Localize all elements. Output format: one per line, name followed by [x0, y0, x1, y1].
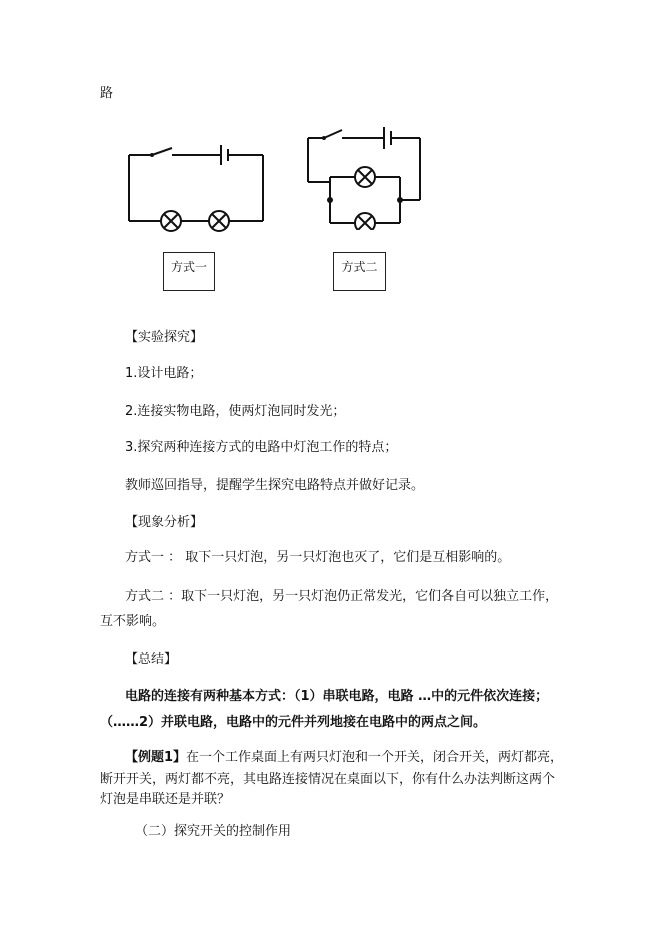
diagram-label-one — [163, 252, 215, 291]
page-fragment-text: 路 — [100, 86, 114, 101]
mode-two-text-line-2: 互不影响。 — [100, 614, 166, 629]
mode-two-text-line-1: 方式二 ：取下一只灯泡，另一只灯泡仍正常发光，它们各自可以独立工作， — [125, 589, 559, 604]
diagram-label-two-text: 方式二 — [341, 260, 378, 274]
diagram-label-two — [333, 252, 386, 291]
step-3-text: 3.探究两种连接方式的电路中灯泡工作的特点； — [125, 440, 398, 455]
example-label: 【例题1】 — [125, 750, 187, 765]
summary-line-1: 电路的连接有两种基本方式：（1）串联电路，电路 …中的元件依次连接； — [125, 689, 549, 704]
teacher-note-text: 教师巡回指导，提醒学生探究电路特点并做好记录。 — [125, 478, 425, 493]
series-circuit-diagram — [122, 140, 272, 240]
example-line-1 — [125, 748, 563, 768]
experiment-heading: 【实验探究】 — [125, 330, 204, 345]
step-2-text: 2.连接实物电路，使两灯泡同时发光； — [125, 404, 346, 419]
example-line-2: 断开开关，两灯都不亮，其电路连接情况在桌面以下，你有什么办法判断这两个 — [100, 772, 556, 787]
summary-heading: 【总结】 — [125, 652, 178, 667]
analysis-heading: 【现象分析】 — [125, 515, 204, 530]
parallel-circuit-diagram — [300, 120, 430, 230]
diagram-label-one-text: 方式一 — [170, 260, 207, 274]
step-1-text: 1.设计电路； — [125, 366, 203, 381]
example-text-line-1: 在一个工作桌面上有两只灯泡和一个开关，闭合开关，两灯都亮， — [186, 750, 564, 765]
example-line-3: 灯泡是串联还是并联？ — [100, 792, 231, 807]
mode-one-text: 方式一 ： 取下一只灯泡，另一只灯泡也灭了，它们是互相影响的。 — [125, 550, 511, 565]
summary-line-2: （……2）并联电路，电路中的元件并列地接在电路中的两点之间。 — [100, 715, 487, 730]
part-two-heading: （二）探究开关的控制作用 — [135, 824, 292, 839]
